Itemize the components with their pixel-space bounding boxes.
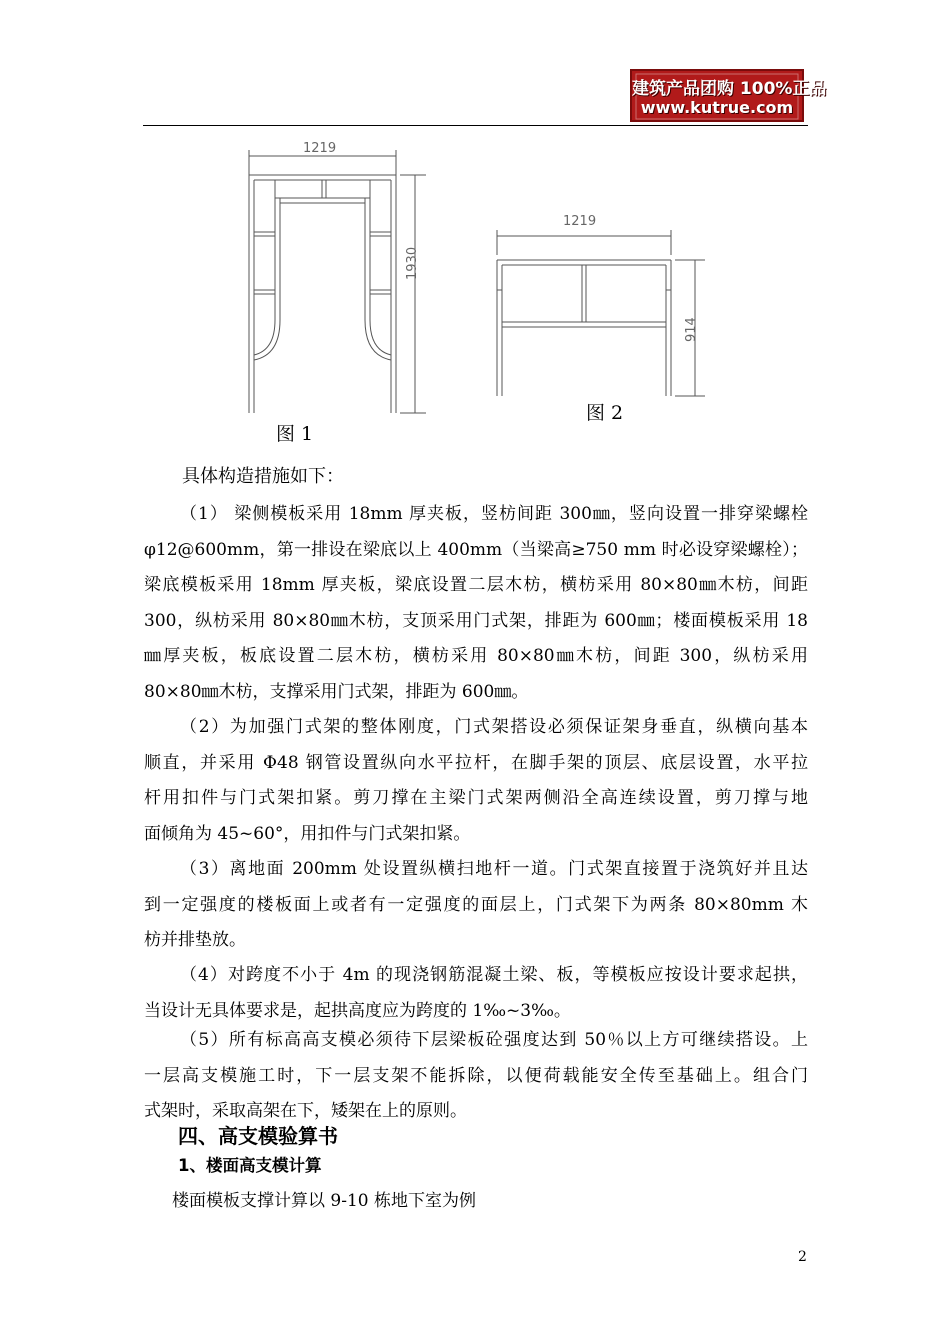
p4-line-2: 当设计无具体要求是，起拱高度应为跨度的 1‰~3‰。 — [144, 1000, 571, 1021]
p5-line-3: 式架时，采取高架在下，矮架在上的原则。 — [144, 1101, 467, 1121]
figure-2 — [485, 210, 725, 405]
paragraph-2 — [144, 710, 808, 852]
p1-line-5: ㎜厚夹板，板底设置二层木枋，横枋采用 80×80㎜木枋，间距 300，纵枋采用 — [144, 646, 808, 666]
fig1-width-label: 1219 — [303, 141, 337, 156]
figure-2-caption: 图 2 — [586, 402, 624, 424]
section-heading: 四、高支模验算书 — [178, 1124, 338, 1148]
brand-logo — [630, 69, 827, 122]
fig1-height-label: 1930 — [405, 246, 420, 280]
paragraph-5 — [144, 1023, 808, 1130]
p2-line-4: 面倾角为 45~60°，用扣件与门式架扣紧。 — [144, 823, 471, 844]
p2-line-2: 顺直，并采用 Φ48 钢管设置纵向水平拉杆，在脚手架的顶层、底层设置，水平拉 — [144, 752, 808, 773]
door-frame-2-drawing — [485, 210, 725, 405]
construction-measures-heading: 具体构造措施如下： — [182, 466, 344, 487]
figure-1 — [240, 140, 440, 420]
p2-line-3: 杆用扣件与门式架扣紧。剪刀撑在主梁门式架两侧沿全高连续设置，剪刀撑与地 — [144, 788, 808, 808]
paragraph-1 — [144, 497, 808, 710]
p2-line-1: （2）为加强门式架的整体刚度，门式架搭设必须保证架身垂直，纵横向基本 — [180, 717, 808, 737]
p3-line-2: 到一定强度的楼板面上或者有一定强度的面层上，门式架下为两条 80×80mm 木 — [144, 894, 808, 915]
p1-line-3: 梁底模板采用 18mm 厚夹板，梁底设置二层木枋，横枋采用 80×80㎜木枋，间距 — [144, 575, 808, 595]
p3-line-3: 枋并排垫放。 — [144, 930, 246, 950]
calculation-intro: 楼面模板支撑计算以 9-10 栋地下室为例 — [172, 1191, 476, 1211]
p1-line-1: （1） 梁侧模板采用 18mm 厚夹板，竖枋间距 300㎜，竖向设置一排穿梁螺栓 — [180, 504, 808, 524]
logo-line-2: www.kutrue.com — [640, 98, 794, 117]
p4-line-1: （4）对跨度不小于 4m 的现浇钢筋混凝土梁、板，等模板应按设计要求起拱， — [180, 965, 808, 985]
logo-line-1: 建筑产品团购 100%正品 — [632, 79, 827, 99]
page-number: 2 — [798, 1249, 807, 1265]
header-rule — [143, 125, 808, 126]
p1-line-2: φ12@600mm，第一排设在梁底以上 400mm（当梁高≥750 mm 时必设穿梁螺栓）； — [144, 539, 808, 560]
paragraph-4 — [144, 958, 808, 1029]
figure-1-caption: 图 1 — [276, 423, 314, 445]
door-frame-1-drawing — [240, 140, 440, 420]
p1-line-4: 300，纵枋采用 80×80㎜木枋，支顶采用门式架，排距为 600㎜；楼面模板采用 18 — [144, 610, 808, 631]
paragraph-3 — [144, 852, 808, 959]
fig2-width-label: 1219 — [563, 214, 597, 229]
p5-line-2: 一层高支模施工时，下一层支架不能拆除，以便荷载能安全传至基础上。组合门 — [144, 1065, 808, 1086]
p3-line-1: （3）离地面 200mm 处设置纵横扫地杆一道。门式架直接置于浇筑好并且达 — [180, 859, 808, 879]
p1-line-6: 80×80㎜木枋，支撑采用门式架，排距为 600㎜。 — [144, 681, 529, 702]
subsection-heading: 1、楼面高支模计算 — [178, 1156, 322, 1175]
p5-line-1: （5）所有标高高支模必须待下层梁板砼强度达到 50％以上方可继续搭设。上 — [180, 1030, 808, 1050]
fig2-height-label: 914 — [684, 317, 699, 342]
